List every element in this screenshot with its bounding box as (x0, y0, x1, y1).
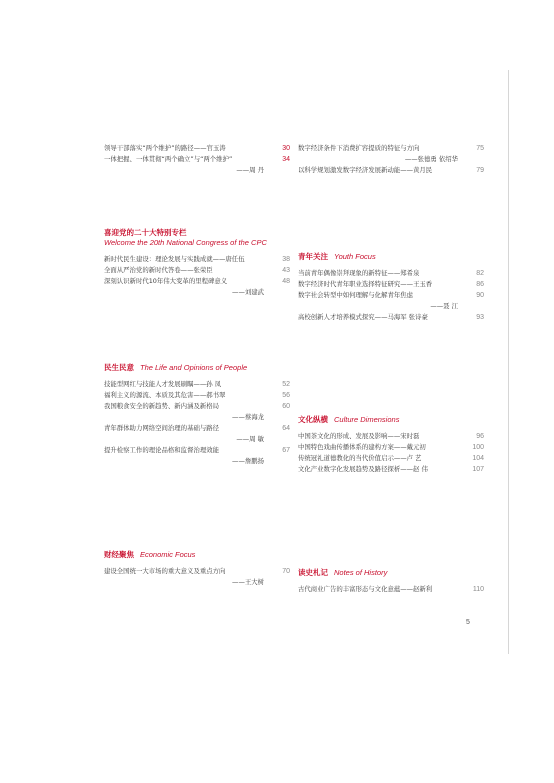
section-title-en: Youth Focus (334, 252, 376, 261)
section-title-en: Culture Dimensions (334, 415, 400, 424)
entry-page-number: 56 (282, 392, 290, 399)
entry-page-number: 79 (476, 167, 484, 174)
toc-entry[interactable] (104, 566, 290, 577)
section-title-en: The Life and Opinions of People (140, 363, 248, 372)
entry-page-number: 60 (282, 403, 290, 410)
entry-title: 以科学规划激发数字经济发展新动能——黄月民 (298, 166, 433, 174)
entry-title: 新时代民生建设：理论发展与实践成就——唐任伍 (104, 255, 245, 263)
toc-entry[interactable] (298, 290, 484, 301)
entry-page-number: 43 (282, 267, 290, 274)
entry-author: ——周 丹 (236, 166, 264, 174)
toc-entry[interactable] (104, 254, 290, 265)
section-title-cn: 喜迎党的二十大特别专栏 (104, 228, 187, 237)
entry-author: ——蔡海龙 (232, 413, 264, 421)
section-title (104, 228, 290, 238)
toc-entry[interactable] (298, 431, 484, 442)
toc-section (298, 415, 484, 475)
entry-title: 福利主义的源流、本质及其危害——郝书翠 (104, 391, 226, 399)
entry-page-number: 30 (282, 145, 290, 152)
section-title (298, 415, 484, 425)
toc-entry[interactable] (104, 265, 290, 276)
toc-entry[interactable] (298, 279, 484, 290)
toc-entry[interactable] (104, 379, 290, 390)
entry-title: 传统冠礼道德教化的当代价值启示——卢 艺 (298, 454, 422, 462)
entry-page-number: 107 (472, 466, 484, 473)
entry-title: 深刻认识新时代10年伟大变革的里程碑意义 (104, 277, 228, 285)
entry-author: ——聂 江 (430, 302, 458, 310)
entry-page-number: 104 (472, 455, 484, 462)
entry-page-number: 100 (472, 444, 484, 451)
entry-title: 我国粮食安全的新趋势、新内涵及新格局 (104, 402, 220, 410)
toc-entry[interactable] (104, 445, 290, 456)
section-title-cn: 文化纵横 (298, 415, 328, 424)
entry-page-number: 96 (476, 433, 484, 440)
toc-section (104, 363, 290, 467)
entry-title: 青年群体助力网络空间治理的基础与路径 (104, 424, 220, 432)
entry-title: 建设全国统一大市场的重大意义及重点方向 (104, 567, 226, 575)
entry-page-number: 52 (282, 381, 290, 388)
entry-page-number: 38 (282, 256, 290, 263)
section-title (104, 363, 290, 373)
margin-rule (508, 70, 509, 654)
entry-title: 数字社会转型中如何理解与化解青年焦虑 (298, 291, 414, 299)
entry-page-number: 75 (476, 145, 484, 152)
entry-title: 提升检察工作的理论品格和监督治理效能 (104, 446, 220, 454)
toc-entry[interactable] (298, 442, 484, 453)
section-title-en: Welcome the 20th National Congress of the CPC (104, 238, 267, 247)
section-title (298, 252, 484, 262)
section-title (104, 550, 290, 560)
entry-page-number: 48 (282, 278, 290, 285)
toc-entry[interactable] (298, 312, 484, 323)
section-title-en: Notes of History (334, 568, 388, 577)
section-title-cn: 读史札记 (298, 568, 328, 577)
page-number: 5 (466, 619, 470, 626)
entry-page-number: 34 (282, 156, 290, 163)
toc-entry[interactable] (104, 276, 290, 287)
entry-page-number: 82 (476, 270, 484, 277)
toc-entry[interactable] (104, 143, 290, 154)
toc-entry[interactable] (104, 154, 290, 165)
entry-title: 古代商业广告的丰富形态与文化意蕴——赵新利 (298, 585, 433, 593)
entry-title: 领导干部落实“两个维护”的路径——官玉涛 (104, 144, 226, 152)
entry-page-number: 70 (282, 568, 290, 575)
entry-page-number: 110 (472, 586, 484, 593)
entry-author: ——詹鹏扬 (232, 457, 264, 465)
entry-page-number: 93 (476, 314, 484, 321)
section-title-cn: 青年关注 (298, 252, 328, 261)
entry-title: 全面从严治党的新时代答卷——张荣臣 (104, 266, 213, 274)
section-title-en: Economic Focus (140, 550, 196, 559)
toc-entry[interactable] (298, 165, 484, 176)
toc-entry[interactable] (298, 268, 484, 279)
entry-title: 一体把握、一体贯彻“两个确立”与“两个维护” (104, 155, 233, 163)
toc-entry[interactable] (104, 401, 290, 412)
entry-title: 当前青年偶像崇拜现象的新特征——郑希泉 (298, 269, 420, 277)
toc-section (298, 252, 484, 323)
entry-author: ——张德勇 依绍华 (404, 155, 458, 163)
toc-section (298, 143, 484, 176)
entry-title: 数字经济条件下消费扩容提质的特征与方向 (298, 144, 420, 152)
entry-author: ——周 敏 (236, 435, 264, 443)
entry-title: 文化产业数字化发展趋势及路径探析——赵 伟 (298, 465, 428, 473)
entry-title: 中国茶文化的形成、发展及影响——宋时磊 (298, 432, 420, 440)
toc-entry[interactable] (104, 390, 290, 401)
entry-title: 中国特色戏曲传播体系的建构方案——戴元初 (298, 443, 426, 451)
entry-title: 高校创新人才培养模式探究——马海军 张诗豪 (298, 313, 428, 321)
entry-title: 技能型网红与技能人才发展刷瞩——孙 凤 (104, 380, 222, 388)
entry-title: 数字经济时代青年职业选择特征研究——王玉香 (298, 280, 433, 288)
toc-section (104, 550, 290, 588)
toc-entry[interactable] (298, 453, 484, 464)
toc-section (104, 228, 290, 298)
toc-entry[interactable] (298, 584, 484, 595)
entry-page-number: 64 (282, 425, 290, 432)
toc-entry[interactable] (298, 143, 484, 154)
entry-page-number: 90 (476, 292, 484, 299)
entry-author: ——王大树 (232, 578, 264, 586)
entry-page-number: 67 (282, 447, 290, 454)
section-title-cn: 财经聚焦 (104, 550, 134, 559)
toc-section (298, 568, 484, 595)
toc-section (104, 143, 290, 176)
section-title (298, 568, 484, 578)
section-title-cn: 民生民意 (104, 363, 134, 372)
entry-page-number: 86 (476, 281, 484, 288)
entry-author: ——刘建武 (232, 288, 264, 296)
toc-entry[interactable] (298, 464, 484, 475)
toc-entry[interactable] (104, 423, 290, 434)
